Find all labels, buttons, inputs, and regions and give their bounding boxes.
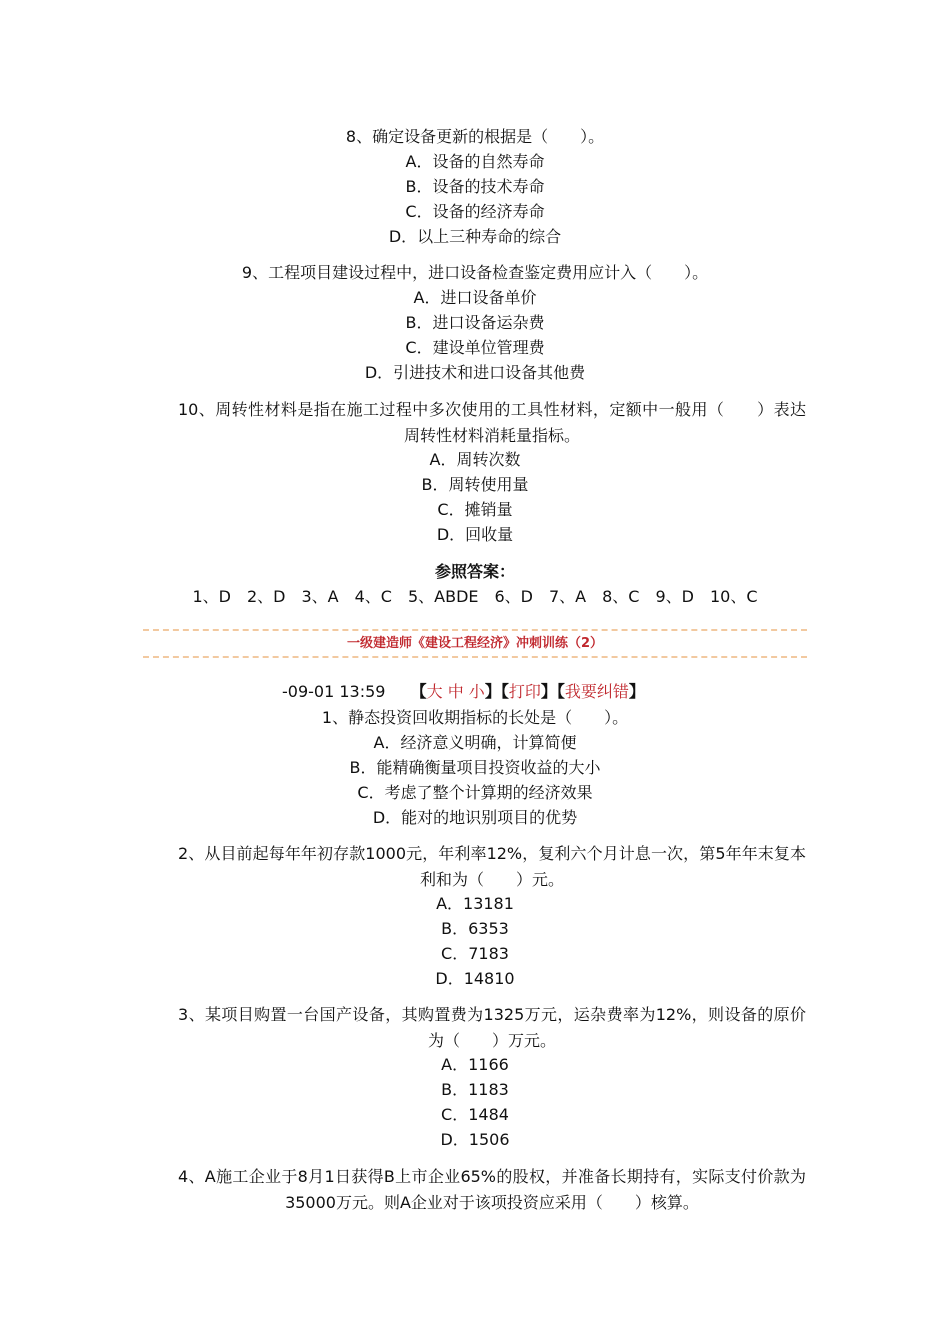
question-10 <box>178 397 806 449</box>
font-size-small-link[interactable]: 小 <box>468 682 485 701</box>
option: D．14810 <box>435 969 515 988</box>
option: B．6353 <box>441 919 509 938</box>
question-2-stem: 2、从目前起每年年初存款1000元，年利率12%，复利六个月计息一次，第5年年末复本利和为（ ）元。 <box>178 844 806 889</box>
article-meta: -09-01 13:59 【大 中 小】【打印】【我要纠错】 <box>282 682 645 701</box>
option: C．设备的经济寿命 <box>405 202 545 221</box>
divider-bottom <box>143 656 807 658</box>
option: A．经济意义明确，计算简便 <box>373 733 577 752</box>
option: B．1183 <box>441 1080 509 1099</box>
option: D．回收量 <box>436 525 514 544</box>
question-1-stem: 1、静态投资回收期指标的长处是（ ）。 <box>321 708 629 727</box>
option: D．能对的地识别项目的优势 <box>372 808 578 827</box>
option: D．引进技术和进口设备其他费 <box>364 363 586 382</box>
option: D．以上三种寿命的综合 <box>388 227 562 246</box>
option: A．设备的自然寿命 <box>405 152 545 171</box>
option: B．设备的技术寿命 <box>405 177 545 196</box>
option: B．进口设备运杂费 <box>405 313 545 332</box>
question-8-stem: 8、确定设备更新的根据是（ ）。 <box>345 127 605 146</box>
option: A．1166 <box>441 1055 509 1074</box>
question-2 <box>178 841 806 893</box>
option: C．1484 <box>441 1105 509 1124</box>
question-9-stem: 9、工程项目建设过程中，进口设备检查鉴定费用应计入（ ）。 <box>241 263 709 282</box>
question-4-stem: 4、A施工企业于8月1日获得B上市企业65%的股权，并准备长期持有，实际支付价款为35000万元。则A企业对于该项投资应采用（ ）核算。 <box>178 1167 806 1212</box>
question-3-stem: 3、某项目购置一台国产设备，其购置费为1325万元，运杂费率为12%，则设备的原价为（ ）万元。 <box>178 1005 806 1050</box>
option: C．7183 <box>441 944 509 963</box>
answer-list: 1、D 2、D 3、A 4、C 5、ABDE 6、D 7、A 8、C 9、D 10、C <box>192 587 758 606</box>
section-title: 一级建造师《建设工程经济》冲刺训练（2） <box>346 636 604 651</box>
divider-top <box>143 629 807 631</box>
print-link[interactable]: 打印 <box>508 682 541 701</box>
question-3 <box>178 1002 806 1054</box>
answer-title: 参照答案： <box>434 562 515 581</box>
report-error-link[interactable]: 我要纠错 <box>564 682 629 701</box>
option: D．1506 <box>440 1130 510 1149</box>
question-4 <box>178 1164 806 1216</box>
font-size-large-link[interactable]: 大 <box>426 682 443 701</box>
option: B．能精确衡量项目投资收益的大小 <box>349 758 601 777</box>
option: C．考虑了整个计算期的经济效果 <box>357 783 593 802</box>
option: A．13181 <box>436 894 514 913</box>
publish-datetime: -09-01 13:59 <box>282 682 386 701</box>
option: A．进口设备单价 <box>413 288 537 307</box>
font-size-medium-link[interactable]: 中 <box>447 682 464 701</box>
question-10-stem: 10、周转性材料是指在施工过程中多次使用的工具性材料，定额中一般用（ ）表达周转性材料消耗量指标。 <box>178 400 806 445</box>
option: B．周转使用量 <box>421 475 529 494</box>
option: C．建设单位管理费 <box>405 338 545 357</box>
option: A．周转次数 <box>429 450 521 469</box>
option: C．摊销量 <box>437 500 513 519</box>
